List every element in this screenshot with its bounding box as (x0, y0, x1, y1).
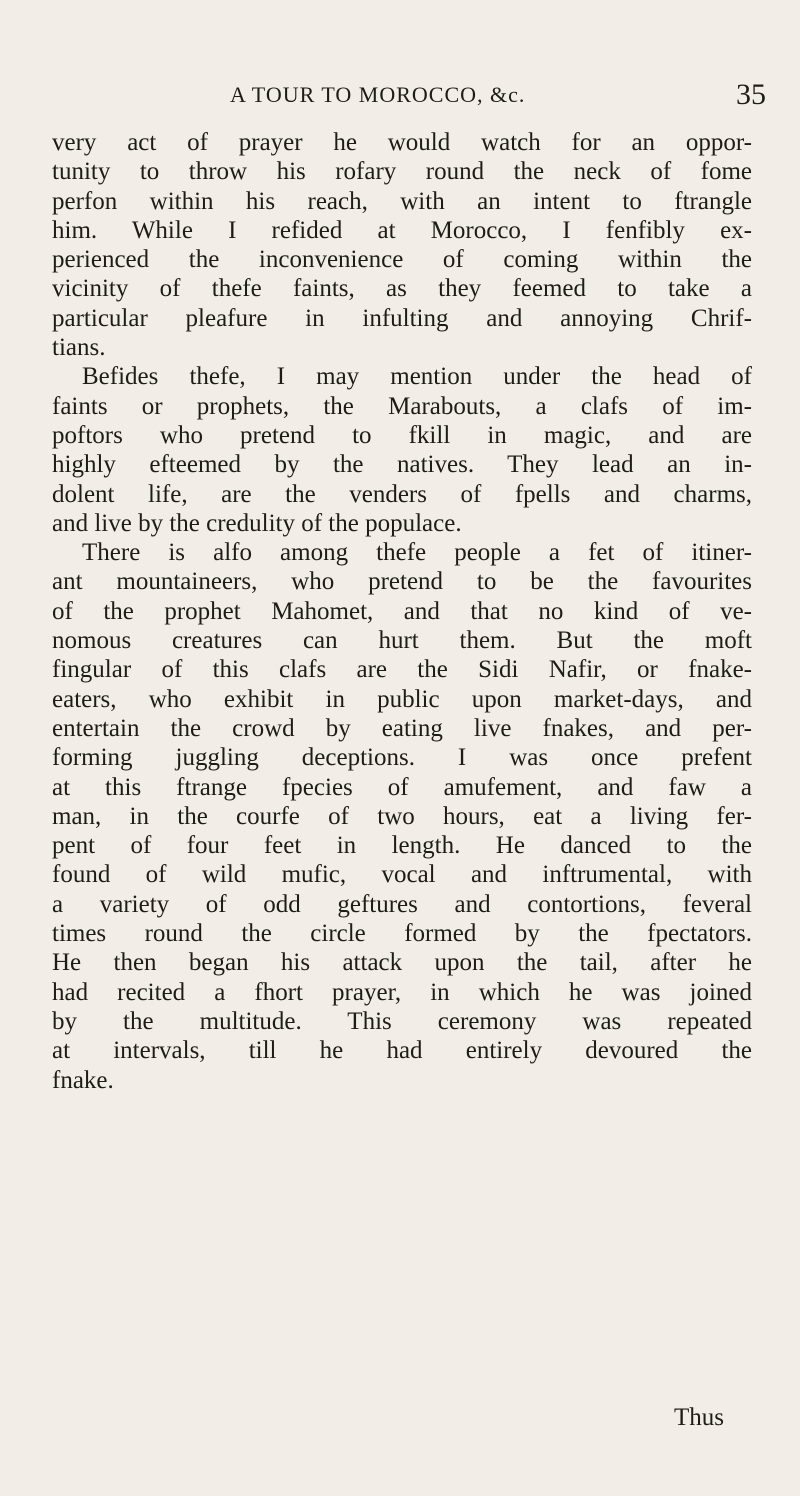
text-line: He then began his attack upon the tail, after he (52, 949, 752, 977)
text-line: highly efteemed by the natives. They lead an in- (52, 451, 752, 479)
text-line: him. While I refided at Morocco, I fenfibly ex- (52, 216, 752, 244)
text-line: perfon within his reach, with an intent to ftrangle (52, 187, 752, 215)
text-line: by the multitude. This ceremony was repeated (52, 1007, 752, 1035)
text-line: faints or prophets, the Marabouts, a clafs of im- (52, 392, 752, 420)
page-header (0, 78, 800, 122)
text-line: poftors who pretend to fkill in magic, and are (52, 421, 752, 449)
text-line: eaters, who exhibit in public upon market-days, and (52, 685, 752, 713)
running-title: A TOUR TO MOROCCO, &c. (230, 82, 526, 107)
text-line: Befides thefe, I may mention under the head of (82, 363, 752, 391)
text-line: and live by the credulity of the populace. (52, 509, 462, 537)
text-line: at intervals, till he had entirely devoured the (52, 1037, 752, 1065)
text-line: ant mountaineers, who pretend to be the favourites (52, 568, 752, 596)
text-line: at this ftrange fpecies of amufement, and faw a (52, 773, 752, 801)
text-line: tunity to throw his rofary round the neck of fome (52, 158, 752, 186)
text-line: very act of prayer he would watch for an oppor- (52, 129, 752, 156)
page-number: 35 (736, 78, 766, 111)
text-line: found of wild mufic, vocal and inftrumental, with (52, 861, 752, 889)
text-line: had recited a fhort prayer, in which he was joined (52, 978, 752, 1006)
text-line: perienced the inconvenience of coming within the (52, 246, 752, 274)
text-line: tians. (52, 334, 106, 362)
text-line: forming juggling deceptions. I was once prefent (52, 744, 752, 772)
text-line: man, in the courfe of two hours, eat a living fer- (52, 802, 752, 830)
text-line: fnake. (52, 1066, 114, 1094)
text-line: entertain the crowd by eating live fnakes, and per- (52, 714, 752, 742)
text-line: fingular of this clafs are the Sidi Nafir, or fnake- (52, 656, 752, 684)
catchword: Thus (674, 1404, 724, 1431)
text-line: dolent life, are the venders of fpells and charms, (52, 480, 752, 508)
text-line: pent of four feet in length. He danced to the (52, 832, 752, 860)
text-line: nomous creatures can hurt them. But the moft (52, 627, 752, 655)
text-line: of the prophet Mahomet, and that no kind of ve- (52, 597, 752, 625)
text-line: There is alfo among thefe people a fet of itiner- (82, 539, 752, 567)
text-line: vicinity of thefe faints, as they feemed to take a (52, 275, 752, 303)
body-text (52, 128, 752, 1095)
text-line: a variety of odd geftures and contortions, feveral (52, 890, 752, 918)
text-line: particular pleafure in infulting and annoying Chrif- (52, 304, 752, 332)
text-line: times round the circle formed by the fpectators. (52, 920, 752, 948)
